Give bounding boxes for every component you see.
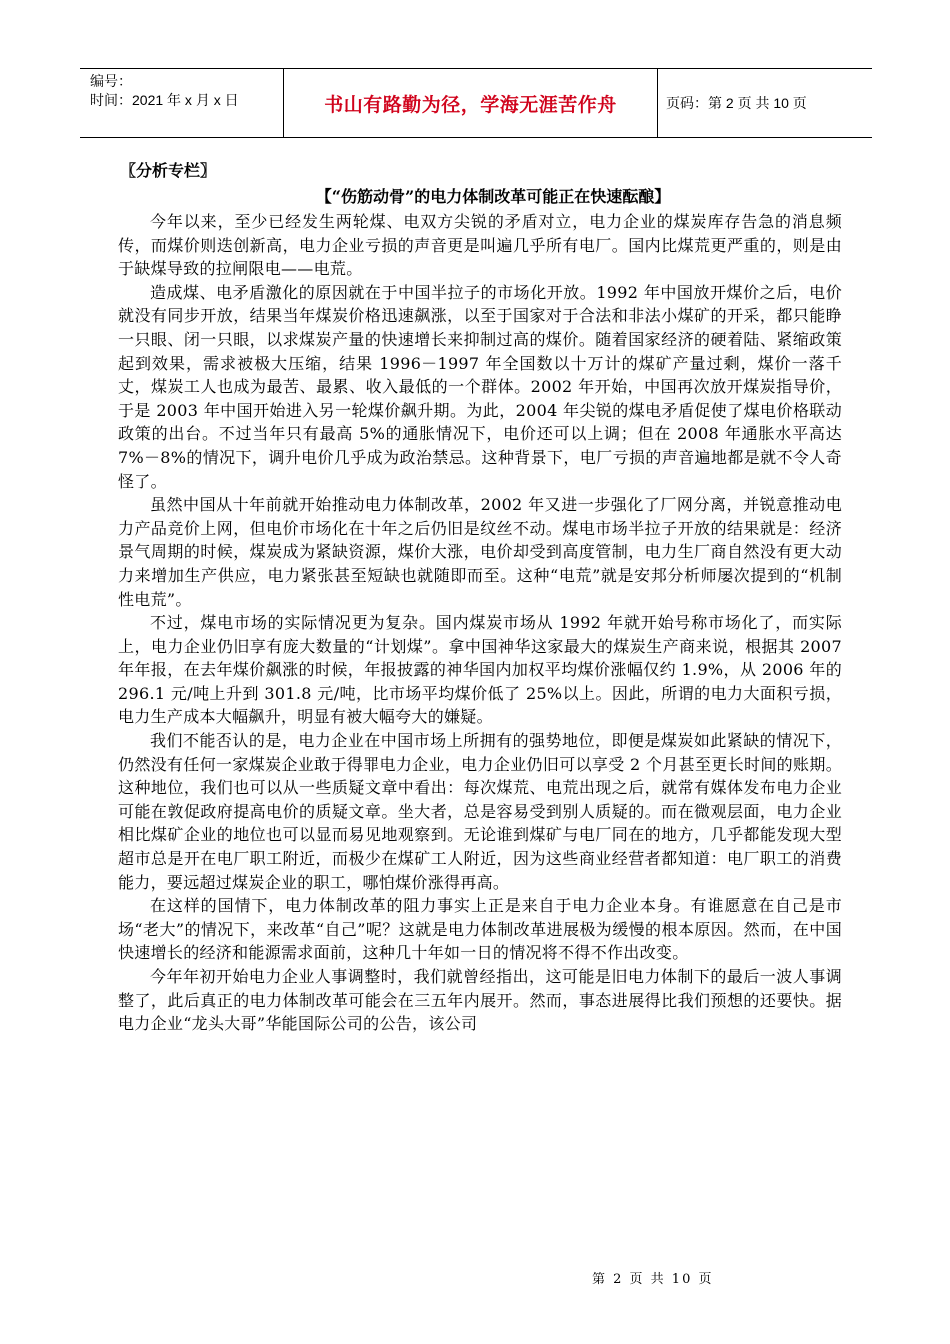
- section-label: 〖分析专栏〗: [120, 161, 217, 180]
- header-meta: [80, 69, 283, 137]
- paragraph: 在这样的国情下，电力体制改革的阻力事实上正是来自于电力企业本身。有谁愿意在自己是市场“老大”的情况下，来改革“自己”呢？这就是电力体制改革进展极为缓慢的根本原因。然而，在中国快速增长的经济和能源需求面前，这种几十年如一日的情况将不得不作出改变。: [118, 896, 842, 963]
- page-header: [80, 68, 872, 138]
- paragraph: 我们不能否认的是，电力企业在中国市场上所拥有的强势地位，即便是煤炭如此紧缺的情况下，仍然没有任何一家煤炭企业敢于得罪电力企业，电力企业仍旧可以享受 2 个月甚至更长时间的账期。这种地位，我们也可以从一些质疑文章中看出：每次煤荒、电荒出现之后，就常有媒体发布电力企业可能在敦促政府提高电价的质疑文章。坐大者，总是容易受到别人质疑的。而在微观层面，电力企业相比煤矿企业的地位也可以显而易见地观察到。无论谁到煤矿与电厂同在的地方，几乎都能发现大型超市总是开在电厂职工附近，而极少在煤矿工人附近，因为这些商业经营者都知道：电厂职工的消费能力，要远超过煤炭企业的职工，哪怕煤价涨得再高。: [118, 731, 842, 892]
- document-number-label: 编号：: [90, 73, 132, 89]
- header-motto: 书山有路勤为径，学海无涯苦作舟: [283, 69, 658, 137]
- article-body: [118, 158, 842, 1036]
- document-date: 时间：2021 年 x 月 x 日: [90, 92, 239, 108]
- paragraph: 造成煤、电矛盾激化的原因就在于中国半拉子的市场化开放。1992 年中国放开煤价之后，电价就没有同步开放，结果当年煤炭价格迅速飙涨，以至于国家对于合法和非法小煤矿的开采，都只能睁一只眼、闭一只眼，以求煤炭产量的快速增长来抑制过高的煤价。随着国家经济的硬着陆、紧缩政策起到效果，需求被极大压缩，结果 1996－1997 年全国数以十万计的煤矿产量过剩，煤价一落千丈，煤炭工人也成为最苦、最累、收入最低的一个群体。2002 年开始，中国再次放开煤炭指导价，于是 2003 年中国开始进入另一轮煤价飙升期。为此，2004 年尖锐的煤电矛盾促使了煤电价格联动政策的出台。不过当年只有最高 5%的通胀情况下，电价还可以上调；但在 2008 年通胀水平高达 7%－8%的情况下，调升电价几乎成为政治禁忌。这种背景下，电厂亏损的声音遍地都是就不令人奇怪了。: [118, 282, 842, 491]
- header-page-info: 页码：第 2 页 共 10 页: [666, 95, 807, 111]
- paragraph: 今年年初开始电力企业人事调整时，我们就曾经指出，这可能是旧电力体制下的最后一波人事调整了，此后真正的电力体制改革可能会在三五年内展开。然而，事态进展得比我们预想的还要快。据电力企业“龙头大哥”华能国际公司的公告，该公司: [118, 967, 842, 1034]
- paragraph: 今年以来，至少已经发生两轮煤、电双方尖锐的矛盾对立，电力企业的煤炭库存告急的消息频传，而煤价则迭创新高，电力企业亏损的声音更是叫遍几乎所有电厂。国内比煤荒更严重的，则是由于缺煤导致的拉闸限电——电荒。: [118, 212, 842, 279]
- paragraph: 虽然中国从十年前就开始推动电力体制改革，2002 年又进一步强化了厂网分离，并锐意推动电力产品竞价上网，但电价市场化在十年之后仍旧是纹丝不动。煤电市场半拉子开放的结果就是：经济景气周期的时候，煤炭成为紧缺资源，煤价大涨，电价却受到高度管制，电力生厂商自然没有更大动力来增加生产供应，电力紧张甚至短缺也就随即而至。这种“电荒”就是安邦分析师屡次提到的“机制性电荒”。: [118, 495, 842, 609]
- page-footer: 第 2 页 共 10 页: [592, 1272, 714, 1287]
- paragraph: 不过，煤电市场的实际情况更为复杂。国内煤炭市场从 1992 年就开始号称市场化了，而实际上，电力企业仍旧享有庞大数量的“计划煤”。拿中国神华这家最大的煤炭生产商来说，根据其 2007 年年报，在去年煤价飙涨的时候，年报披露的神华国内加权平均煤价涨幅仅约 1.9%，从 2006 年的 296.1 元/吨上升到 301.8 元/吨，比市场平均煤价低了 25%以上。因此，所谓的电力大面积亏损，电力生产成本大幅飙升，明显有被大幅夸大的嫌疑。: [118, 613, 842, 727]
- article-title: 【“伤筋动骨”的电力体制改革可能正在快速酝酿】: [315, 187, 671, 206]
